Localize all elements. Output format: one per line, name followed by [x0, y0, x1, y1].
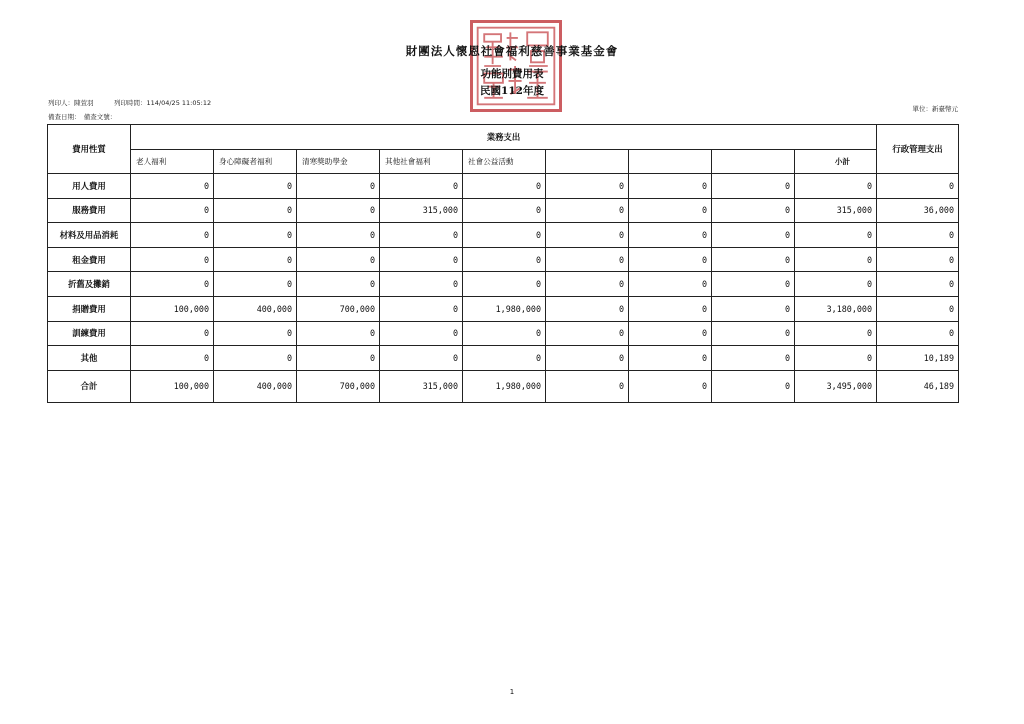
row-label: 服務費用	[48, 198, 131, 223]
table-cell: 0	[712, 272, 795, 297]
report-title: 功能別費用表	[480, 68, 544, 80]
table-cell: 0	[463, 272, 546, 297]
table-cell: 0	[214, 198, 297, 223]
table-cell: 0	[629, 346, 712, 371]
table-cell: 0	[546, 174, 629, 199]
table-cell: 315,000	[380, 370, 463, 402]
business-expense-header: 業務支出	[131, 125, 877, 150]
table-cell: 0	[877, 321, 959, 346]
table-cell: 0	[131, 174, 214, 199]
table-cell: 0	[131, 247, 214, 272]
table-cell: 0	[463, 247, 546, 272]
table-cell: 0	[546, 296, 629, 321]
table-cell: 3,180,000	[795, 296, 877, 321]
table-cell: 0	[297, 247, 380, 272]
table-row	[48, 247, 959, 272]
column-header	[546, 150, 629, 174]
table-cell: 0	[546, 346, 629, 371]
table-cell: 0	[712, 198, 795, 223]
report-year: 民國112年度	[480, 85, 544, 97]
table-cell: 0	[380, 223, 463, 248]
table-cell: 0	[877, 174, 959, 199]
table-cell: 0	[214, 346, 297, 371]
table-cell: 0	[546, 370, 629, 402]
table-cell: 0	[463, 198, 546, 223]
column-header	[712, 150, 795, 174]
row-label: 捐贈費用	[48, 296, 131, 321]
column-header: 老人福利	[131, 150, 214, 174]
subtotal-header: 小計	[795, 150, 877, 174]
row-label: 訓練費用	[48, 321, 131, 346]
total-row	[48, 370, 959, 402]
table-cell: 0	[214, 247, 297, 272]
table-row	[48, 346, 959, 371]
table-cell: 0	[546, 321, 629, 346]
table-cell: 0	[463, 223, 546, 248]
table-row	[48, 272, 959, 297]
table-cell: 0	[712, 321, 795, 346]
row-label: 租金費用	[48, 247, 131, 272]
table-cell: 0	[877, 223, 959, 248]
table-cell: 0	[131, 321, 214, 346]
row-label: 合計	[48, 370, 131, 402]
table-cell: 1,980,000	[463, 370, 546, 402]
table-row	[48, 174, 959, 199]
table-cell: 0	[712, 247, 795, 272]
table-cell: 0	[380, 296, 463, 321]
table-cell: 0	[214, 174, 297, 199]
table-cell: 0	[380, 346, 463, 371]
table-cell: 0	[380, 321, 463, 346]
table-cell: 0	[629, 247, 712, 272]
table-cell: 0	[712, 346, 795, 371]
review-info: 備查日期： 備查文號：	[48, 113, 117, 121]
table-cell: 0	[629, 174, 712, 199]
table-cell: 0	[214, 272, 297, 297]
table-cell: 0	[380, 247, 463, 272]
table-cell: 0	[131, 223, 214, 248]
table-cell: 0	[795, 223, 877, 248]
table-row	[48, 321, 959, 346]
table-cell: 0	[629, 296, 712, 321]
column-header: 社會公益活動	[463, 150, 546, 174]
row-label: 用人費用	[48, 174, 131, 199]
expense-table	[47, 124, 959, 403]
table-cell: 0	[877, 247, 959, 272]
table-cell: 0	[297, 272, 380, 297]
column-header: 清寒獎助學金	[297, 150, 380, 174]
row-label: 材料及用品消耗	[48, 223, 131, 248]
table-cell: 3,495,000	[795, 370, 877, 402]
table-cell: 315,000	[380, 198, 463, 223]
table-cell: 0	[297, 223, 380, 248]
table-cell: 0	[463, 174, 546, 199]
table-cell: 0	[877, 296, 959, 321]
table-cell: 0	[629, 198, 712, 223]
table-cell: 0	[877, 272, 959, 297]
table-cell: 0	[214, 321, 297, 346]
table-cell: 0	[795, 346, 877, 371]
table-cell: 0	[463, 346, 546, 371]
table-cell: 0	[546, 198, 629, 223]
table-cell: 0	[380, 272, 463, 297]
admin-expense-header: 行政管理支出	[877, 125, 959, 174]
table-cell: 100,000	[131, 296, 214, 321]
table-cell: 400,000	[214, 296, 297, 321]
table-row	[48, 223, 959, 248]
table-cell: 0	[297, 198, 380, 223]
table-cell: 0	[546, 272, 629, 297]
table-cell: 0	[546, 223, 629, 248]
table-cell: 0	[795, 247, 877, 272]
table-cell: 315,000	[795, 198, 877, 223]
table-cell: 36,000	[877, 198, 959, 223]
table-cell: 0	[712, 296, 795, 321]
table-cell: 0	[131, 346, 214, 371]
table-cell: 1,980,000	[463, 296, 546, 321]
table-cell: 0	[712, 223, 795, 248]
table-row	[48, 296, 959, 321]
table-row	[48, 198, 959, 223]
page-number: 1	[509, 688, 515, 696]
print-time: 列印時間：114/04/25 11:05:12	[114, 99, 212, 107]
table-cell: 0	[297, 321, 380, 346]
table-cell: 0	[297, 346, 380, 371]
table-cell: 0	[795, 174, 877, 199]
column-header: 身心障礙者福利	[214, 150, 297, 174]
table-cell: 0	[795, 321, 877, 346]
table-cell: 0	[297, 174, 380, 199]
table-cell: 700,000	[297, 370, 380, 402]
table-cell: 0	[712, 370, 795, 402]
row-label: 其他	[48, 346, 131, 371]
printer-info: 列印人：陳萱羽	[48, 99, 94, 107]
org-title: 財團法人懷恩社會福利慈善事業基金會	[405, 44, 619, 58]
table-cell: 0	[712, 174, 795, 199]
table-cell: 0	[629, 370, 712, 402]
table-cell: 0	[629, 272, 712, 297]
currency-unit: 單位：新臺幣元	[912, 105, 958, 113]
corner-header: 費用性質	[48, 125, 131, 174]
table-cell: 0	[463, 321, 546, 346]
table-cell: 0	[795, 272, 877, 297]
table-cell: 0	[131, 272, 214, 297]
table-cell: 0	[629, 223, 712, 248]
table-cell: 10,189	[877, 346, 959, 371]
row-label: 折舊及攤銷	[48, 272, 131, 297]
column-header: 其他社會福利	[380, 150, 463, 174]
table-cell: 400,000	[214, 370, 297, 402]
table-cell: 0	[546, 247, 629, 272]
table-cell: 0	[629, 321, 712, 346]
table-cell: 0	[214, 223, 297, 248]
table-cell: 46,189	[877, 370, 959, 402]
table-cell: 0	[131, 198, 214, 223]
table-cell: 100,000	[131, 370, 214, 402]
table-cell: 0	[380, 174, 463, 199]
table-cell: 700,000	[297, 296, 380, 321]
column-header	[629, 150, 712, 174]
